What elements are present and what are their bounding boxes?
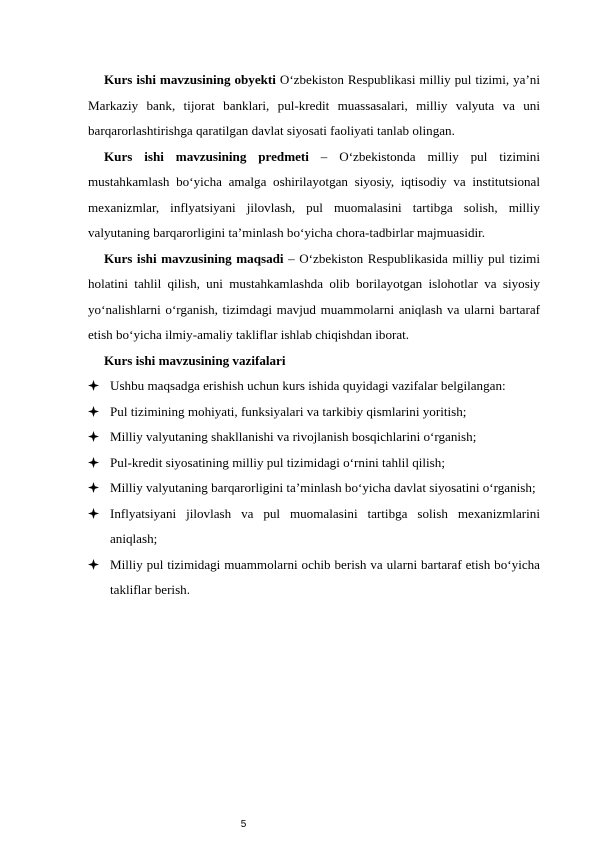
- term-subject: Kurs ishi mavzusining predmeti: [104, 148, 309, 164]
- text-subject: – O‘zbekistonda milliy pul tizimini mustahkamlash bo‘yicha amalga oshirilayotgan siyosiy, iqtisodiy va institutsional mexanizmlar, inflyatsiyani jilovlash, pul muomalasini tartibga solish, milliy valyutaning barqarorligini ta’minlash bo‘yicha chora-tadbirlar majmuasidir.: [88, 148, 540, 240]
- term-object: Kurs ishi mavzusining obyekti: [104, 72, 276, 87]
- list-item-text: Pul tizimining mohiyati, funksiyalari va tarkibiy qismlarini yoritish;: [110, 403, 467, 419]
- diamond-bullet-icon: [88, 482, 99, 493]
- list-item: [88, 475, 540, 501]
- list-item-text: Milliy valyutaning barqarorligini ta’minlash bo‘yicha davlat siyosatini o‘rganish;: [110, 480, 536, 495]
- list-item: [88, 424, 540, 450]
- paragraph-goal: [88, 246, 540, 348]
- list-item-text: Pul-kredit siyosatining milliy pul tizimidagi o‘rnini tahlil qilish;: [110, 454, 445, 470]
- diamond-bullet-icon: [88, 431, 99, 442]
- paragraph-object: [88, 67, 540, 144]
- diamond-bullet-icon: [88, 380, 99, 391]
- tasks-list: [88, 373, 540, 603]
- tasks-heading: Kurs ishi mavzusining vazifalari: [104, 352, 286, 368]
- list-item-text: Milliy valyutaning shakllanishi va rivojlanish bosqichlarini o‘rganish;: [110, 429, 477, 444]
- list-item-text: Milliy pul tizimidagi muammolarni ochib berish va ularni bartaraf etish bo‘yicha takliflar berish.: [110, 556, 540, 597]
- diamond-bullet-icon: [88, 406, 99, 417]
- document-body: [88, 67, 540, 603]
- diamond-bullet-icon: [88, 457, 99, 468]
- list-item: [88, 399, 540, 425]
- list-item-text: Ushbu maqsadga erishish uchun kurs ishida quyidagi vazifalar belgilangan:: [110, 378, 506, 393]
- paragraph-subject: [88, 144, 540, 246]
- list-item: [88, 501, 540, 552]
- list-item: [88, 552, 540, 603]
- text-object: O‘zbekiston Respublikasi milliy pul tizimi, ya’ni Markaziy bank, tijorat banklari, pul-kredit muassasalari, milliy valyuta va uni barqarorlashtirishga qaratilgan davlat siyosati faoliyati tanlab olingan.: [88, 72, 540, 138]
- page-number: 5: [240, 819, 247, 830]
- text-goal: – O‘zbekiston Respublikasida milliy pul tizimi holatini tahlil qilish, uni mustahkamlashda olib borilayotgan islohotlar va siyosiy yo‘nalishlarni o‘rganish, tizimdagi mavjud muammolarni aniqlash va ularni bartaraf etish bo‘yicha ilmiy-amaliy takliflar ishlab chiqishdan iborat.: [88, 250, 540, 342]
- list-item-text: Inflyatsiyani jilovlash va pul muomalasini tartibga solish mexanizmlarini aniqlash;: [110, 505, 540, 546]
- diamond-bullet-icon: [88, 508, 99, 519]
- list-item: [88, 450, 540, 476]
- list-item: [88, 373, 540, 399]
- diamond-bullet-icon: [88, 559, 99, 570]
- term-goal: Kurs ishi mavzusining maqsadi: [104, 250, 284, 266]
